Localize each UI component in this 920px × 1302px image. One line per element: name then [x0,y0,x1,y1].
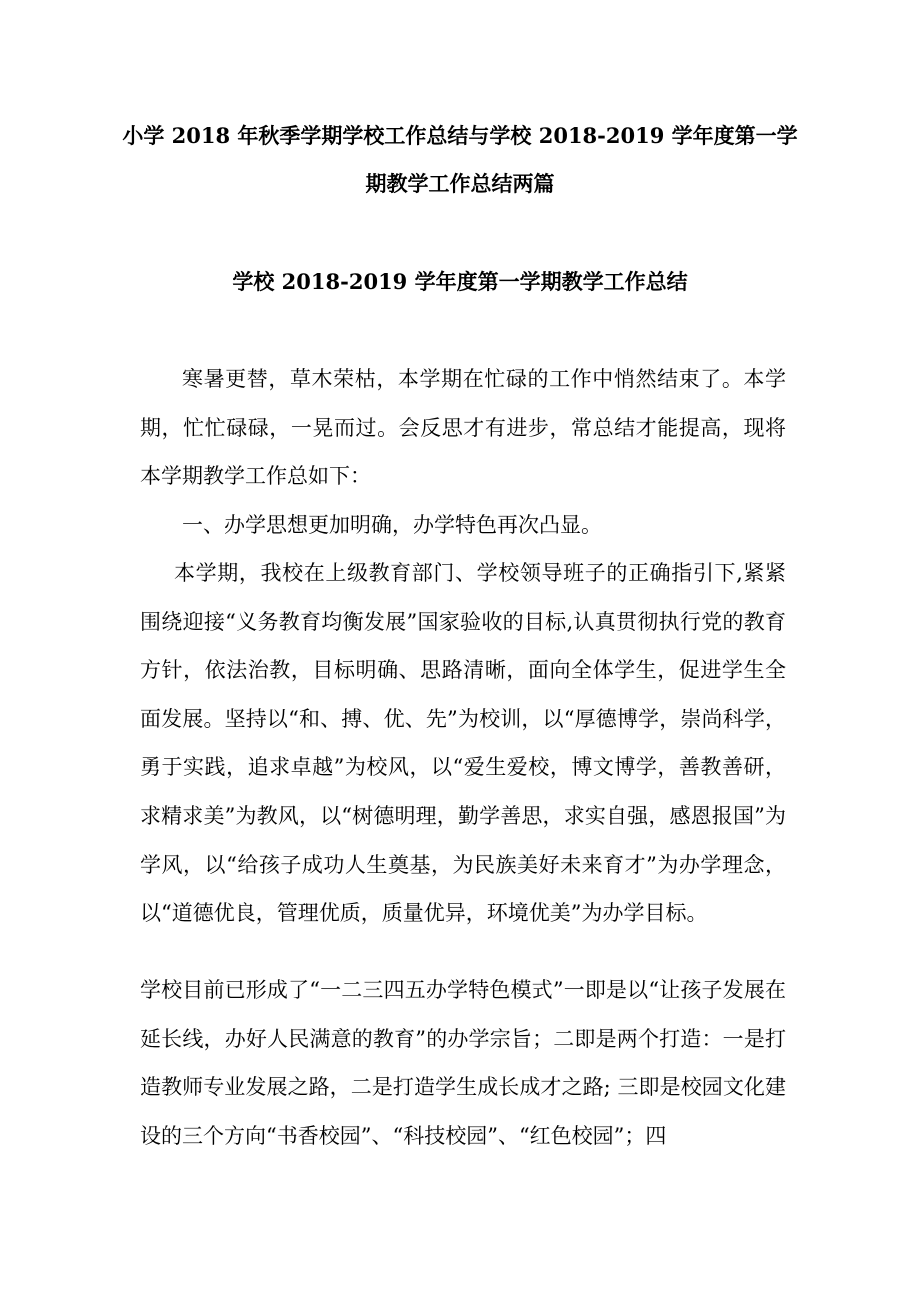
document-title-line-2: 期教学工作总结两篇 [365,171,555,196]
section-heading-1: 一、办学思想更加明确，办学特色再次凸显。 [182,513,602,537]
paragraph-school-philosophy: 本学期，我校在上级教育部门、学校领导班子的正确指引下,紧紧围绕迎接“义务教育均衡发展”国家验收的目标,认真贯彻执行党的教育方针，依法治教，目标明确、思路清晰，面向全体学生，促进学生全面发展。坚持以“和、搏、优、先”为校训，以“厚德博学，崇尚科学，勇于实践，追求卓越”为校风，以“爱生爱校，博文博学，善教善研，求精求美”为教风，以“树德明理，勤学善思，求实自强，感恩报国”为学风，以“给孩子成功人生奠基，为民族美好未来育才”为办学理念，以“道德优良，管理优质，质量优异，环境优美”为办学目标。 [140,561,786,926]
paragraph-school-model: 学校目前已形成了“一二三四五办学特色模式”一即是以“让孩子发展在延长线，办好人民满意的教育”的办学宗旨；二即是两个打造：一是打造教师专业发展之路，二是打造学生成长成才之路; 三即是校园文化建设的三个方向“书香校园”、“科技校园”、“红色校园”；四 [140,978,786,1148]
document-title-line-1: 小学 2018 年秋季学期学校工作总结与学校 2018-2019 学年度第一学 [122,123,798,148]
paragraph-intro: 寒暑更替，草木荣枯，本学期在忙碌的工作中悄然结束了。本学期，忙忙碌碌，一晃而过。会反思才有进步，常总结才能提高，现将本学期教学工作总如下： [140,367,786,489]
section-subtitle: 学校 2018-2019 学年度第一学期教学工作总结 [232,269,688,294]
